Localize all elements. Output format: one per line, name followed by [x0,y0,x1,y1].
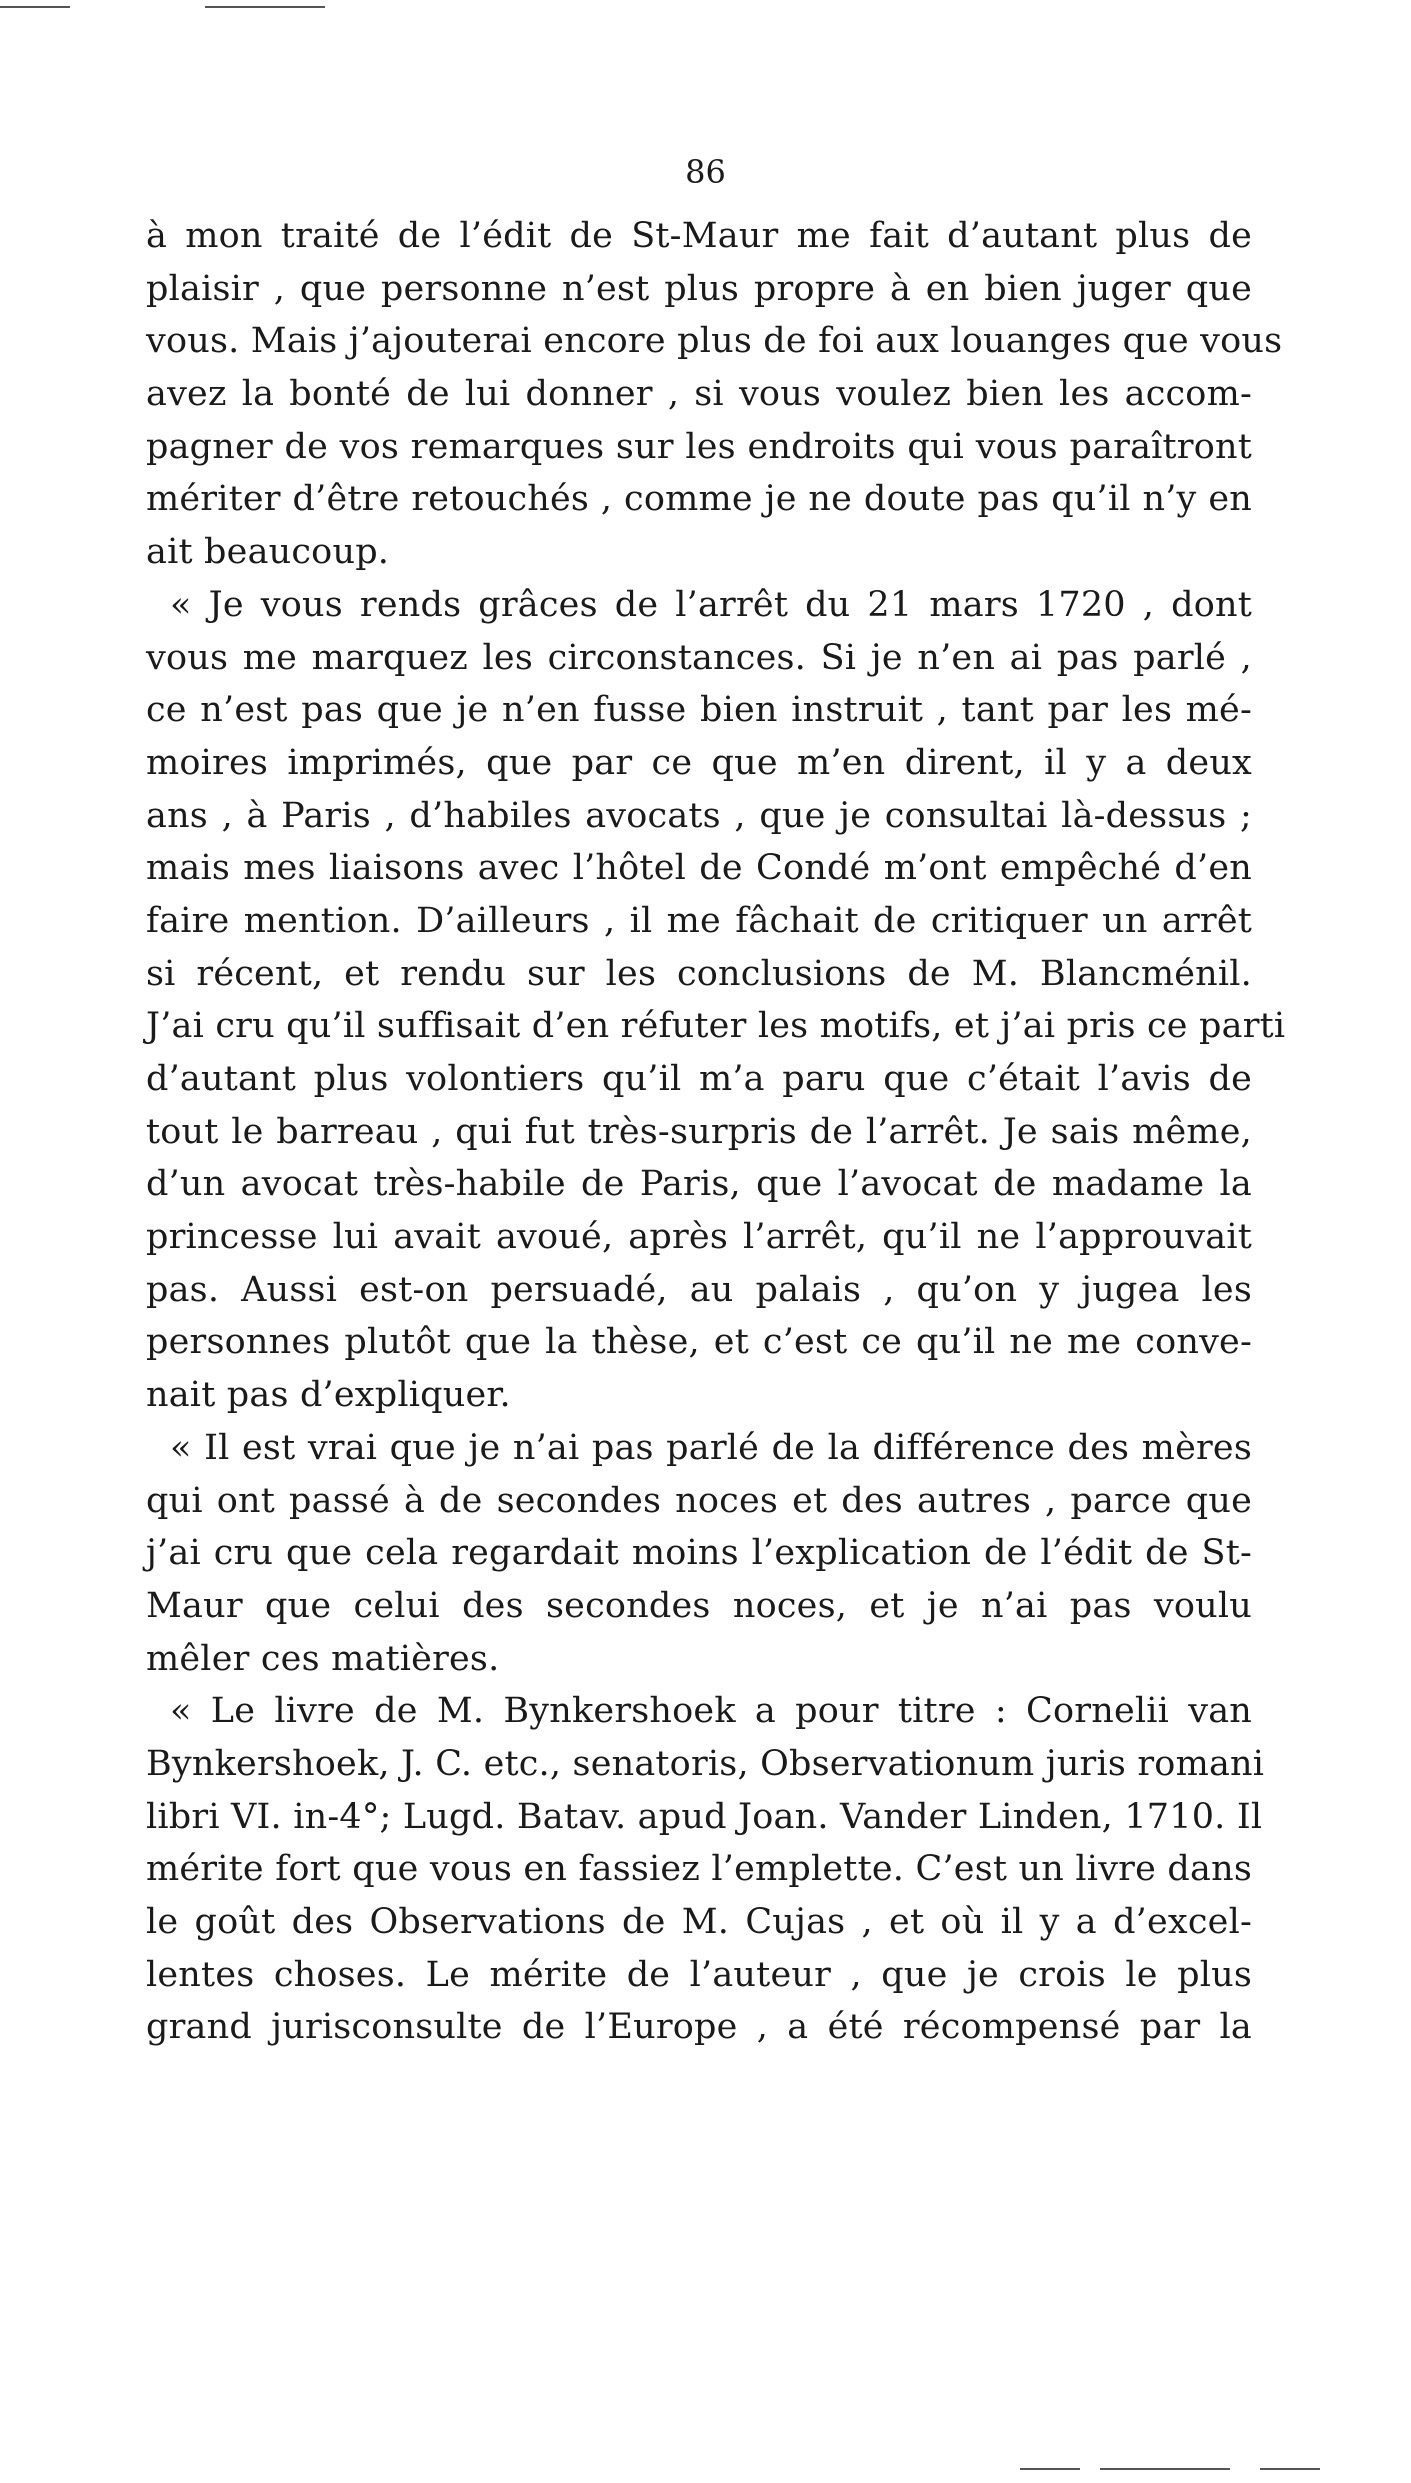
bottom-rule-left [1020,2468,1080,2470]
text-line: personnes plutôt que la thèse, et c’est ce qu’il ne me conve- [146,1322,1252,1363]
text-line: ce n’est pas que je n’en fusse bien instruit , tant par les mé- [146,690,1252,731]
text-line: faire mention. D’ailleurs , il me fâchait de critiquer un arrêt [146,900,1252,941]
text-line: vous. Mais j’ajouterai encore plus de foi aux louanges que vous [146,321,1283,362]
text-line: « Il est vrai que je n’ai pas parlé de la différence des mères [170,1427,1252,1468]
text-line: grand jurisconsulte de l’Europe , a été récompensé par la [146,2007,1252,2048]
top-rule-left [0,6,70,8]
text-line: vous me marquez les circonstances. Si je n’en ai pas parlé , [146,637,1252,678]
text-line: tout le barreau , qui fut très-surpris de l’arrêt. Je sais même, [146,1111,1252,1152]
bottom-rule-right [1260,2468,1320,2470]
text-line: « Le livre de M. Bynkershoek a pour titre : Cornelii van [170,1691,1252,1732]
text-line: qui ont passé à de secondes noces et des autres , parce que [146,1480,1252,1521]
text-line: Maur que celui des secondes noces, et je n’ai pas voulu [146,1585,1252,1626]
text-line: nait pas d’expliquer. [146,1375,511,1416]
text-line: d’un avocat très-habile de Paris, que l’avocat de madame la [146,1164,1252,1205]
text-line: « Je vous rends grâces de l’arrêt du 21 mars 1720 , dont [170,584,1252,625]
text-line: si récent, et rendu sur les conclusions de M. Blancménil. [146,953,1252,994]
text-line: libri VI. in-4°; Lugd. Batav. apud Joan. Vander Linden, 1710. Il [146,1796,1263,1837]
bottom-rule-center [1100,2468,1230,2470]
text-line: le goût des Observations de M. Cujas , et où il y a d’excel- [146,1902,1252,1942]
text-line: pas. Aussi est-on persuadé, au palais , qu’on y jugea les [146,1269,1252,1310]
text-line: princesse lui avait avoué, après l’arrêt, qu’il ne l’approuvait [146,1217,1252,1258]
text-line: ait beaucoup. [146,532,390,573]
text-line: plaisir , que personne n’est plus propre à en bien juger que [146,268,1252,309]
text-line: d’autant plus volontiers qu’il m’a paru que c’était l’avis de [146,1059,1252,1099]
body-text [146,210,1286,2054]
text-line: à mon traité de l’édit de St-Maur me fait d’autant plus de [146,216,1252,256]
text-line: moires imprimés, que par ce que m’en dirent, il y a deux [146,742,1252,783]
page-number: 86 [685,153,726,191]
text-line: ans , à Paris , d’habiles avocats , que je consultai là-dessus ; [146,795,1252,836]
text-line: mériter d’être retouchés , comme je ne doute pas qu’il n’y en [146,479,1252,520]
top-rule-center [205,6,325,8]
text-line: pagner de vos remarques sur les endroits qui vous paraîtront [146,426,1252,467]
text-line: lentes choses. Le mérite de l’auteur , que je crois le plus [146,1954,1252,1995]
text-line: j’ai cru que cela regardait moins l’explication de l’édit de St- [146,1533,1252,1574]
text-line: J’ai cru qu’il suffisait d’en réfuter les motifs, et j’ai pris ce parti [146,1006,1286,1047]
text-line: Bynkershoek, J. C. etc., senatoris, Observationum juris romani [146,1743,1265,1784]
text-line: mérite fort que vous en fassiez l’emplette. C’est un livre dans [146,1849,1252,1890]
text-line: avez la bonté de lui donner , si vous voulez bien les accom- [146,374,1252,415]
text-line: mais mes liaisons avec l’hôtel de Condé m’ont empêché d’en [146,848,1252,889]
text-line: mêler ces matières. [146,1638,500,1679]
